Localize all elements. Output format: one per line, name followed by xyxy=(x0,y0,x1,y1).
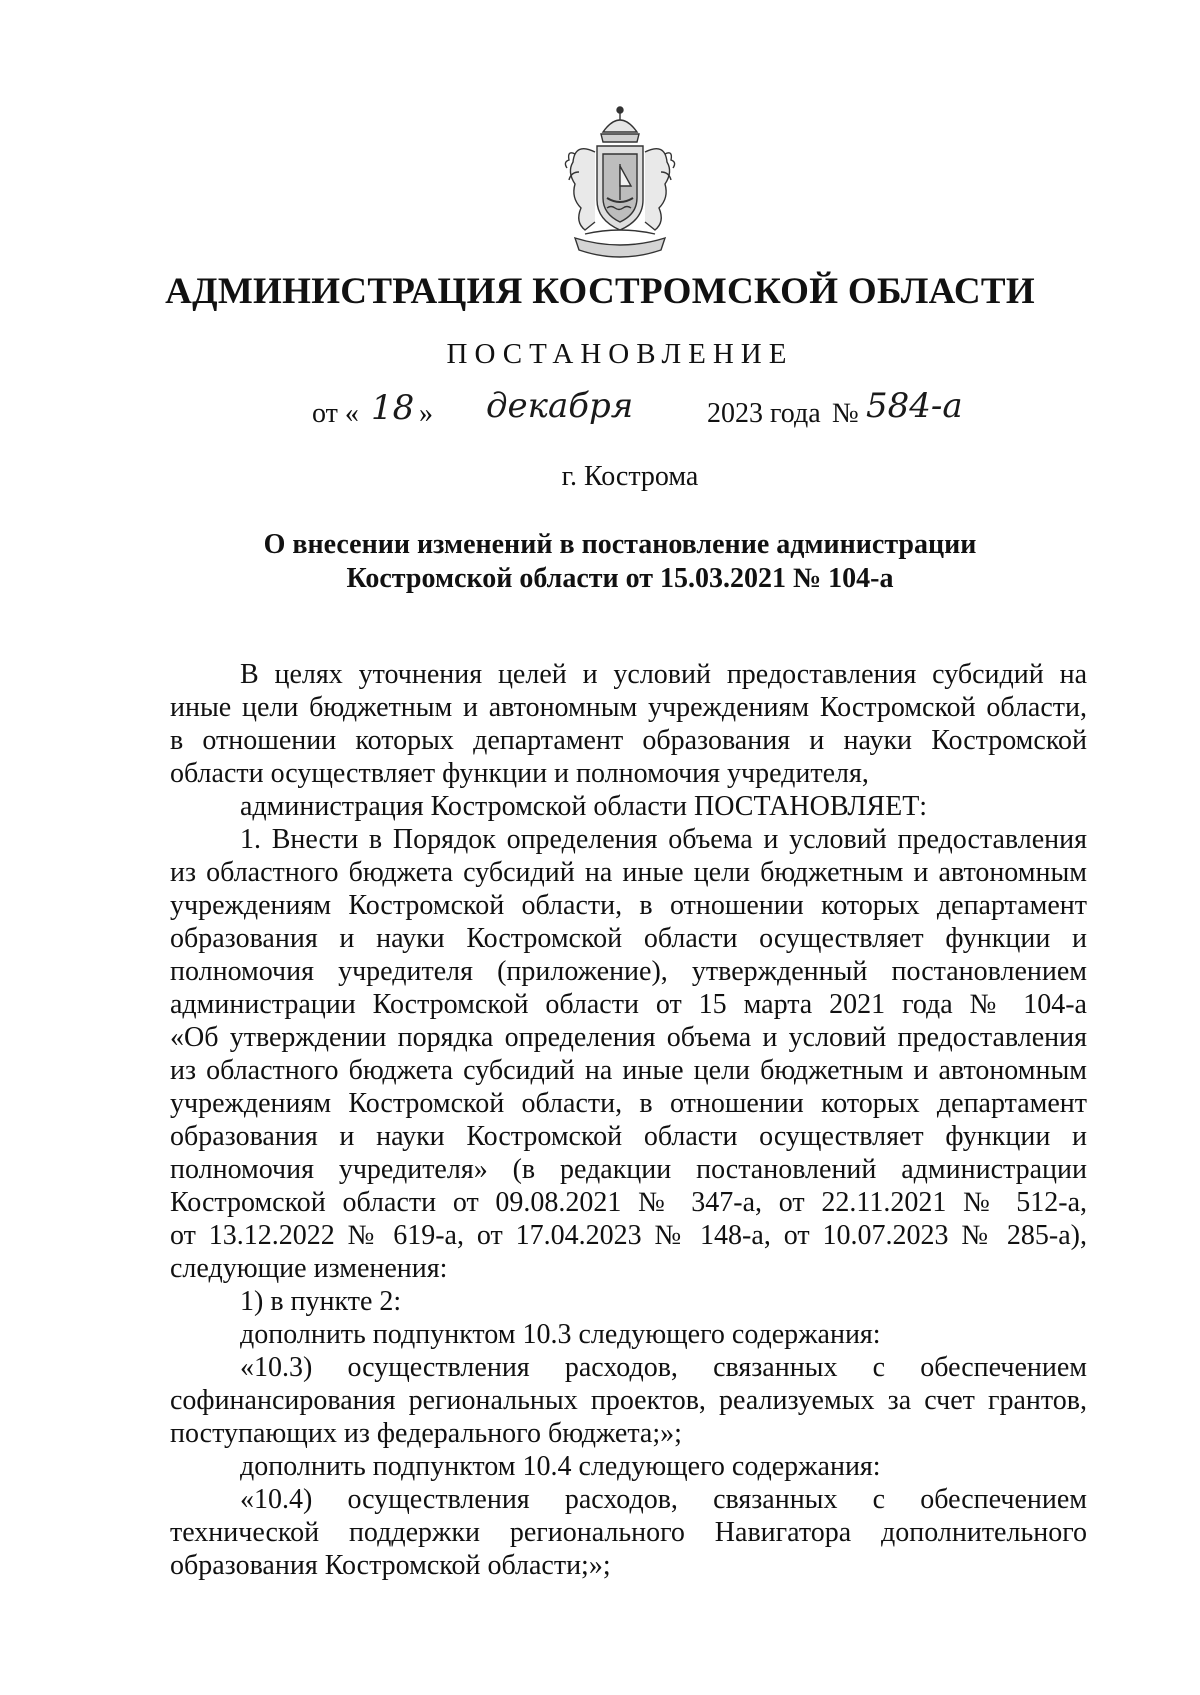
document-type: ПОСТАНОВЛЕНИЕ xyxy=(446,338,794,370)
city: г. Кострома xyxy=(561,461,699,492)
date-year: 2023 года xyxy=(707,398,821,429)
body-line: полномочия учредителя» (в редакции постановлений администрации xyxy=(170,1154,1087,1185)
subject-line: Костромской области от 15.03.2021 № 104-а xyxy=(346,563,894,594)
number-label: № xyxy=(832,398,859,429)
date-month: декабря xyxy=(486,386,634,426)
body-line: 1) в пункте 2: xyxy=(240,1286,402,1317)
body-line: Костромской области от 09.08.2021 № 347-а, от 22.11.2021 № 512-а, xyxy=(170,1187,1087,1218)
body-line: иные цели бюджетным и автономным учреждениям Костромской области, xyxy=(170,692,1087,723)
body-line: администрация Костромской области ПОСТАНОВЛЯЕТ: xyxy=(240,791,928,822)
body-line: от 13.12.2022 № 619-а, от 17.04.2023 № 148-а, от 10.07.2023 № 285-а), xyxy=(170,1220,1087,1251)
body-line: учреждениям Костромской области, в отношении которых департамент xyxy=(170,1088,1087,1119)
body-line: технической поддержки регионального Навигатора дополнительного xyxy=(170,1517,1087,1548)
body-line: из областного бюджета субсидий на иные цели бюджетным и автономным xyxy=(170,1055,1087,1086)
body-line: следующие изменения: xyxy=(170,1253,448,1284)
body-line: «Об утверждении порядка определения объема и условий предоставления xyxy=(170,1022,1087,1053)
body-line: образования Костромской области;»; xyxy=(170,1550,611,1581)
body-line: области осуществляет функции и полномочия учредителя, xyxy=(170,758,869,789)
body-line: «10.3) осуществления расходов, связанных с обеспечением xyxy=(240,1352,1087,1383)
date-prefix: от « xyxy=(312,398,359,429)
subject-line: О внесении изменений в постановление администрации xyxy=(263,529,977,560)
body-text xyxy=(170,658,1087,1582)
body-line: «10.4) осуществления расходов, связанных с обеспечением xyxy=(240,1484,1087,1515)
body-line: В целях уточнения целей и условий предоставления субсидий на xyxy=(240,659,1087,690)
body-line: учреждениям Костромской области, в отношении которых департамент xyxy=(170,890,1087,921)
date-day: 18 xyxy=(371,388,415,428)
body-line: дополнить подпунктом 10.3 следующего содержания: xyxy=(240,1319,881,1350)
body-line: дополнить подпунктом 10.4 следующего содержания: xyxy=(240,1451,881,1482)
body-line: 1. Внести в Порядок определения объема и условий предоставления xyxy=(240,824,1087,855)
body-line: полномочия учредителя (приложение), утвержденный постановлением xyxy=(170,956,1087,987)
body-line: поступающих из федерального бюджета;»; xyxy=(170,1418,682,1449)
organization-title: АДМИНИСТРАЦИЯ КОСТРОМСКОЙ ОБЛАСТИ xyxy=(165,271,1035,312)
body-line: в отношении которых департамент образования и науки Костромской xyxy=(170,725,1087,756)
date-close: » xyxy=(419,398,433,429)
kostroma-coat-of-arms-icon xyxy=(545,102,695,270)
body-line: образования и науки Костромской области осуществляет функции и xyxy=(170,1121,1087,1152)
body-line: софинансирования региональных проектов, реализуемых за счет грантов, xyxy=(170,1385,1087,1416)
body-line: образования и науки Костромской области осуществляет функции и xyxy=(170,923,1087,954)
body-line: администрации Костромской области от 15 марта 2021 года № 104-а xyxy=(170,989,1087,1020)
number-value: 584-а xyxy=(866,386,963,426)
document-subject xyxy=(0,528,1200,596)
body-line: из областного бюджета субсидий на иные цели бюджетным и автономным xyxy=(170,857,1087,888)
